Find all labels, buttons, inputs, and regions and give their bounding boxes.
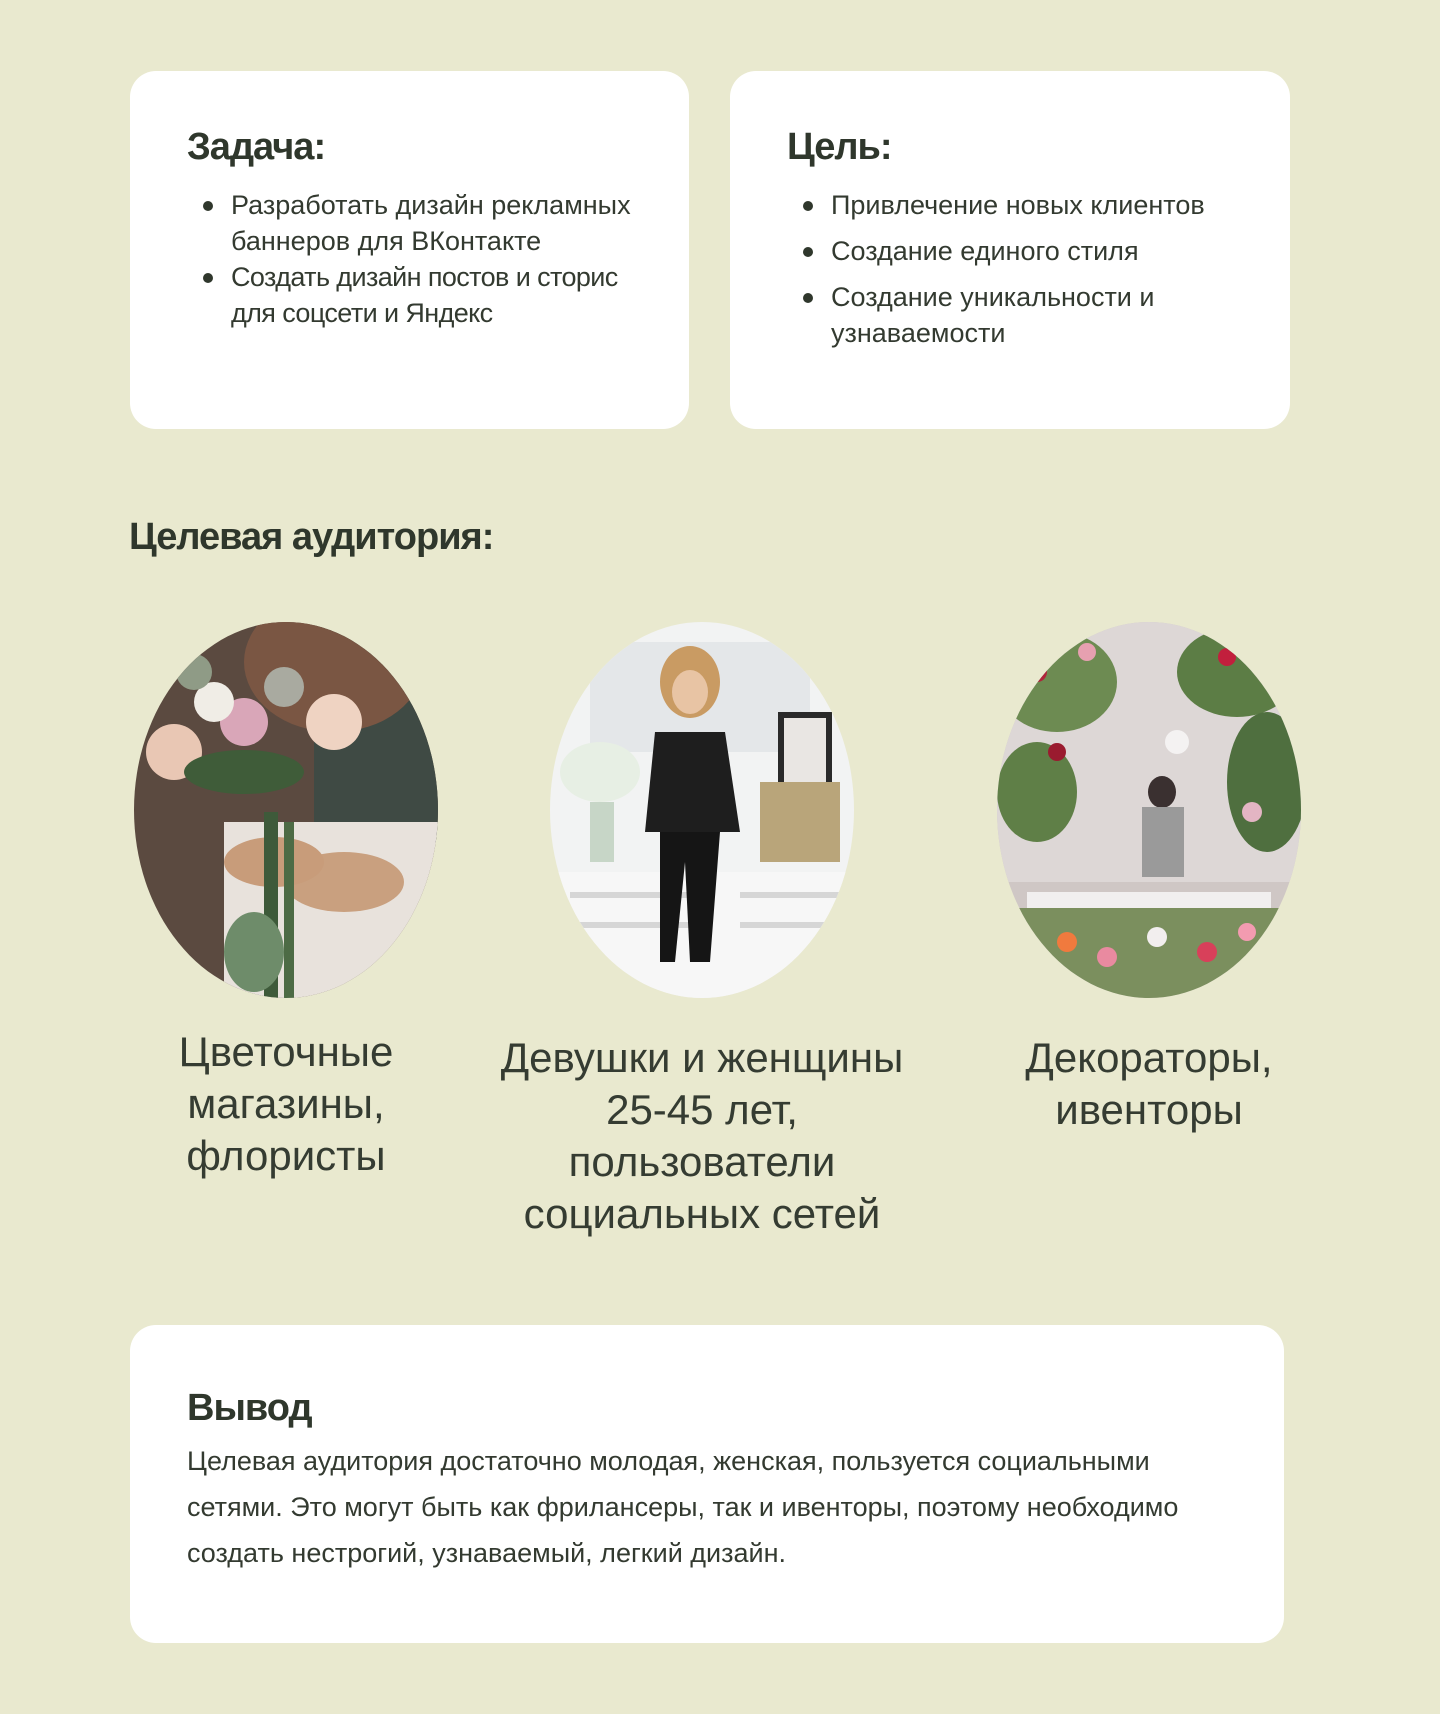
list-item: Привлечение новых клиентов xyxy=(787,187,1234,223)
conclusion-card xyxy=(130,1325,1284,1643)
audience-segment-florists xyxy=(66,622,506,1182)
audience-title: Целевая аудитория: xyxy=(129,516,494,558)
list-item: Создать дизайн постов и сторис для соцсети и Яндекс xyxy=(187,259,633,331)
list-item: Разработать дизайн рекламных баннеров для ВКонтакте xyxy=(187,187,633,259)
task-title: Задача: xyxy=(187,126,326,168)
bullet-icon xyxy=(803,201,813,211)
audience-segment-decorators xyxy=(929,622,1369,1136)
list-item: Создание единого стиля xyxy=(787,233,1234,269)
segment-label: Цветочные магазины, флористы xyxy=(178,1028,394,1179)
bullet-icon xyxy=(203,273,213,283)
bullet-icon xyxy=(803,247,813,257)
segment-label: Девушки и женщины 25-45 лет, пользователи социальных сетей xyxy=(500,1034,904,1237)
task-list xyxy=(187,187,633,331)
florist-bouquet-photo xyxy=(134,622,438,998)
task-card xyxy=(130,71,689,429)
list-item: Создание уникальности и узнаваемости xyxy=(787,279,1234,351)
segment-label: Декораторы, ивенторы xyxy=(1025,1034,1273,1133)
bullet-icon xyxy=(803,293,813,303)
woman-portrait-photo xyxy=(550,622,854,998)
audience-segment-women xyxy=(482,622,922,1240)
goal-title: Цель: xyxy=(787,126,892,168)
event-decorator-photo xyxy=(997,622,1301,998)
conclusion-text: Целевая аудитория достаточно молодая, женская, пользуется социальными сетями. Это могут быть как фрилансеры, так и ивенторы, поэтому необходимо создать нестрогий, узнаваемый, легкий дизайн. xyxy=(187,1446,1179,1568)
goal-list xyxy=(787,187,1234,351)
goal-card xyxy=(730,71,1290,429)
bullet-icon xyxy=(203,201,213,211)
conclusion-title: Вывод xyxy=(187,1387,312,1429)
